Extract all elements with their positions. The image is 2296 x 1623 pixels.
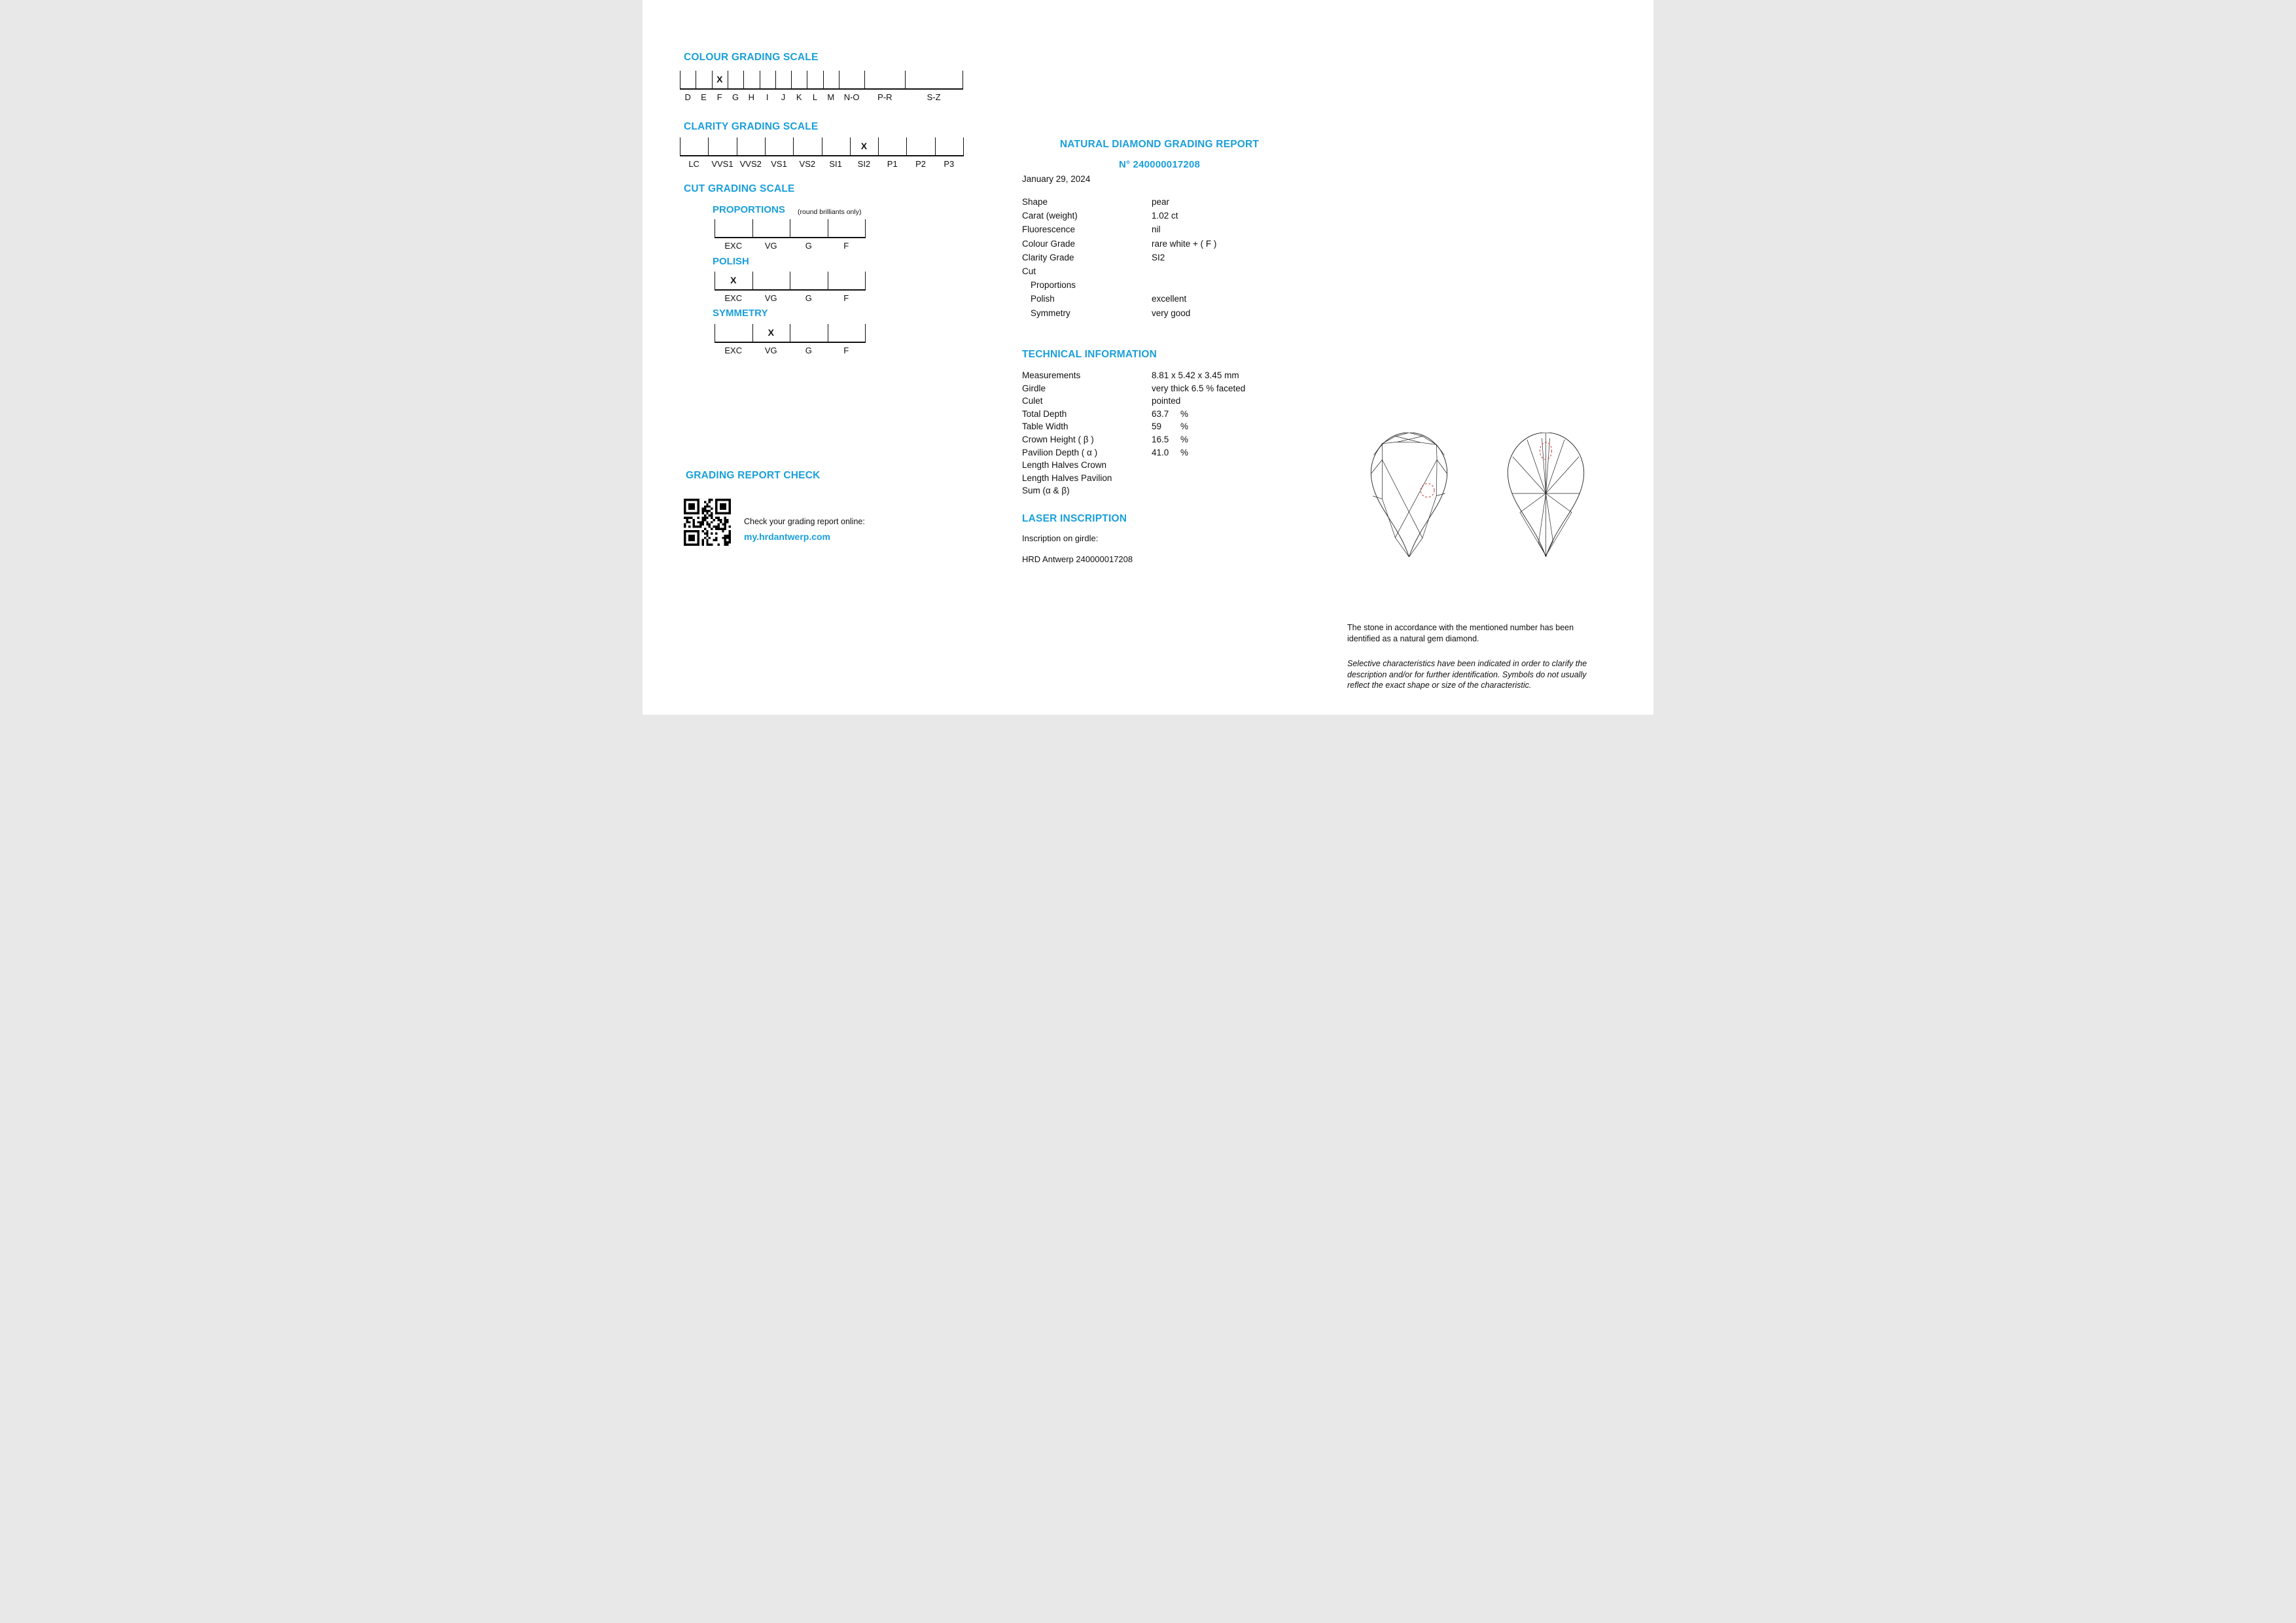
scale-label-g: G [732, 92, 739, 102]
scale-label-exc: EXC [724, 241, 743, 251]
scale-label-vg: VG [764, 346, 777, 355]
scale-tick [850, 137, 851, 155]
field-label: Cut [1022, 266, 1036, 276]
scale-label-si2: SI2 [857, 159, 871, 169]
scale-mark-vg: X [768, 327, 774, 338]
field-unit: % [1180, 447, 1189, 457]
field-label: Table Width [1022, 421, 1069, 432]
inscription-on-girdle-label: Inscription on girdle: [1022, 533, 1099, 543]
field-value: 1.02 ct [1152, 211, 1178, 221]
scale-label-vg: VG [764, 241, 777, 251]
scale-label-m: M [827, 92, 835, 102]
scale-label-s-z: S-Z [927, 92, 941, 102]
field-value: nil [1152, 224, 1161, 235]
scale-tick [743, 71, 744, 88]
scale-label-exc: EXC [724, 293, 743, 303]
field-label: Length Halves Pavilion [1022, 473, 1112, 483]
scale-label-lc: LC [688, 159, 699, 169]
proportions-scale [715, 219, 866, 251]
laser-inscription-title: LASER INSCRIPTION [1022, 513, 1127, 524]
scale-label-g: G [805, 293, 812, 303]
technical-table [1022, 370, 1284, 501]
scale-mark-f: X [716, 74, 723, 84]
scale-tick [878, 137, 879, 155]
scale-tick [963, 137, 964, 155]
field-label: Sum (α & β) [1022, 486, 1070, 496]
scale-baseline [715, 342, 866, 343]
field-label: Colour Grade [1022, 238, 1076, 249]
scale-label-exc: EXC [724, 346, 743, 355]
scale-tick [791, 71, 792, 88]
scale-tick [752, 219, 753, 237]
proportions-note: (round brilliants only) [798, 208, 862, 216]
colour-scale-title: COLOUR GRADING SCALE [684, 52, 819, 63]
report-fields-table [1022, 197, 1284, 328]
scale-label-f: F [716, 92, 722, 102]
scale-label-n-o: N-O [843, 92, 860, 102]
inclusion-marker-crown [1421, 484, 1434, 497]
scale-tick [752, 272, 753, 289]
field-value: pear [1152, 197, 1170, 207]
field-unit: % [1180, 408, 1189, 419]
scale-tick [865, 324, 866, 342]
scale-tick [823, 71, 824, 88]
scale-label-p-r: P-R [877, 92, 892, 102]
field-unit: % [1180, 435, 1189, 444]
scale-mark-si2: X [860, 141, 868, 151]
field-value: very thick 6.5 % faceted [1152, 383, 1246, 393]
scale-label-vvs2: VVS2 [739, 159, 762, 169]
field-value: rare white + ( F ) [1152, 238, 1217, 249]
cut-scale-title: CUT GRADING SCALE [684, 183, 795, 194]
field-label: Pavilion Depth ( α ) [1022, 447, 1098, 457]
scale-tick [864, 71, 865, 88]
report-date: January 29, 2024 [1022, 174, 1091, 184]
qr-code-icon [684, 499, 731, 546]
field-label: Crown Height ( β ) [1022, 435, 1094, 444]
scale-label-f: F [843, 346, 849, 355]
scale-label-vs2: VS2 [799, 159, 816, 169]
characteristics-disclaimer: Selective characteristics have been indicated in order to clarify the description and/or for further identification. Symbols do not usually reflect the exact shape or size of the characteristic. [1347, 659, 1587, 690]
scale-label-si1: SI1 [829, 159, 842, 169]
field-value: 16.5 [1152, 435, 1169, 444]
scale-label-i: I [766, 92, 769, 102]
field-value: SI2 [1152, 252, 1165, 262]
field-label: Shape [1022, 197, 1048, 207]
proportions-subtitle: PROPORTIONS [713, 204, 785, 215]
scale-label-e: E [701, 92, 707, 102]
field-value: very good [1152, 308, 1191, 318]
grading-report-page [643, 0, 1653, 715]
field-unit: % [1180, 421, 1189, 432]
identification-statement: The stone in accordance with the mentioned number has been identified as a natural gem diamond. [1347, 623, 1574, 643]
field-value: pointed [1152, 396, 1181, 406]
field-value: 63.7 [1152, 408, 1169, 419]
scale-tick [865, 219, 866, 237]
scale-baseline [680, 88, 963, 90]
field-value: 8.81 x 5.42 x 3.45 mm [1152, 370, 1239, 380]
colour-scale [680, 71, 964, 102]
clarity-scale [680, 137, 964, 169]
check-online-text: Check your grading report online: [744, 517, 865, 526]
scale-label-vvs1: VVS1 [711, 159, 733, 169]
scale-tick [935, 137, 936, 155]
scale-tick [906, 137, 907, 155]
scale-label-g: G [805, 241, 812, 251]
scale-mark-exc: X [730, 275, 737, 285]
polish-subtitle: POLISH [713, 256, 749, 267]
scale-tick [708, 137, 709, 155]
scale-tick [765, 137, 766, 155]
field-label: Culet [1022, 396, 1043, 406]
scale-label-p1: P1 [887, 159, 898, 169]
diamond-diagram-pavilion [1507, 433, 1585, 557]
scale-tick [752, 324, 753, 342]
field-label: Symmetry [1031, 308, 1070, 318]
scale-tick [905, 71, 906, 88]
grading-report-link[interactable]: my.hrdantwerp.com [744, 531, 830, 542]
field-label: Total Depth [1022, 408, 1067, 419]
scale-tick [793, 137, 794, 155]
polish-scale [715, 272, 866, 303]
scale-label-vs1: VS1 [771, 159, 787, 169]
scale-label-p2: P2 [915, 159, 926, 169]
scale-label-d: D [684, 92, 691, 102]
field-label: Clarity Grade [1022, 252, 1074, 262]
field-label: Polish [1031, 294, 1055, 304]
scale-label-g: G [805, 346, 812, 355]
scale-label-h: H [748, 92, 755, 102]
report-title: NATURAL DIAMOND GRADING REPORT [1059, 139, 1260, 150]
field-value: 59 [1152, 421, 1162, 432]
scale-tick [712, 71, 713, 88]
scale-tick [775, 71, 776, 88]
symmetry-scale [715, 324, 866, 355]
field-label: Proportions [1031, 280, 1076, 291]
scale-baseline [715, 237, 866, 238]
scale-label-l: L [812, 92, 818, 102]
field-label: Measurements [1022, 370, 1081, 380]
scale-baseline [680, 155, 964, 156]
scale-baseline [715, 289, 866, 291]
clarity-scale-title: CLARITY GRADING SCALE [684, 121, 819, 132]
scale-label-k: K [796, 92, 802, 102]
scale-label-p3: P3 [944, 159, 955, 169]
diamond-diagram-crown [1370, 433, 1448, 557]
scale-label-j: J [781, 92, 786, 102]
scale-label-f: F [843, 241, 849, 251]
field-value: 41.0 [1152, 447, 1169, 457]
scale-label-vg: VG [764, 293, 777, 303]
field-label: Length Halves Crown [1022, 460, 1107, 471]
field-value: excellent [1152, 294, 1187, 304]
inscription-value: HRD Antwerp 240000017208 [1022, 554, 1133, 564]
scale-label-f: F [843, 293, 849, 303]
field-label: Carat (weight) [1022, 211, 1078, 221]
field-label: Girdle [1022, 383, 1046, 393]
field-label: Fluorescence [1022, 224, 1076, 235]
symmetry-subtitle: SYMMETRY [713, 308, 768, 319]
report-number: N° 240000017208 [1118, 159, 1201, 170]
report-title-block [1022, 139, 1297, 170]
technical-info-title: TECHNICAL INFORMATION [1022, 349, 1157, 360]
grading-report-check-title: GRADING REPORT CHECK [686, 470, 821, 481]
scale-tick [865, 272, 866, 289]
